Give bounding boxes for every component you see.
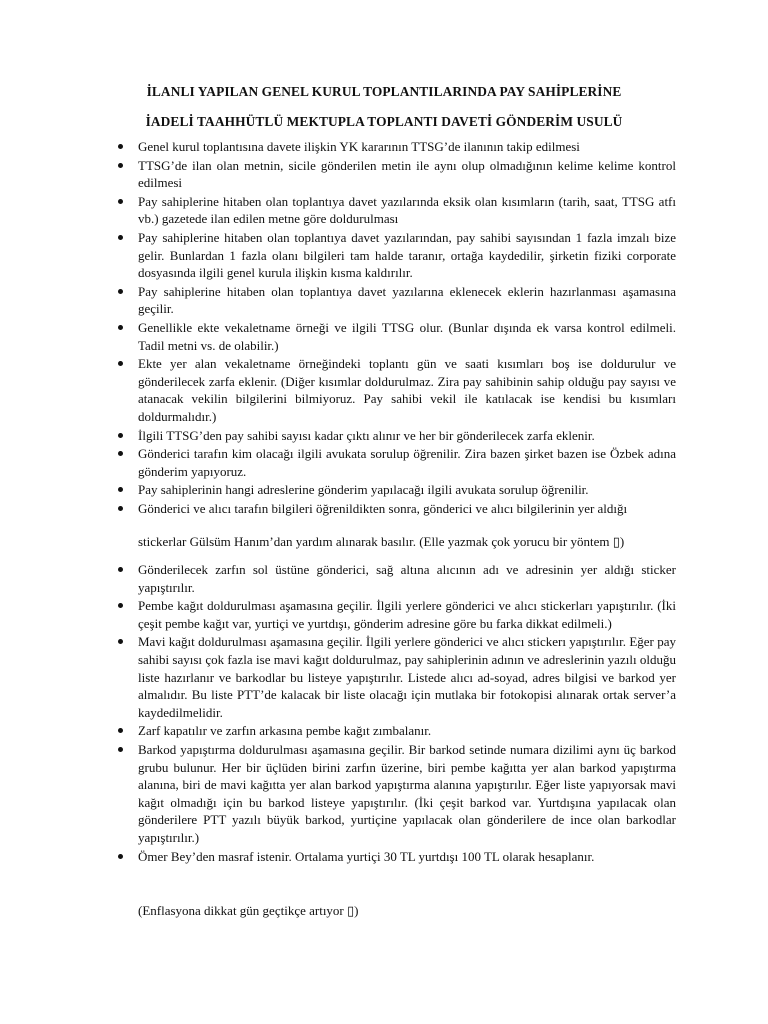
list-item: Barkod yapıştırma doldurulması aşamasına geçilir. Bir barkod setinde numara dizilimi aynı üç barkod grubu bulunur. Her bir üçlüden birini zarfın üzerine, biri pembe kağıtta yer alan barkod yapıştırma alanına, biri de mavi kağıtta yer alan barkod yapıştırma alanına yapıştırılır. Eğer liste yapıyorsak mavi kağıt olmadığı için bu barkod listeye yapıştırılır. (İki çeşit barkod var. Yurtdışına yapılacak olan gönderilere PTT yazılı büyük barkod, yurtiçine yapılacak olan gönderilere de ince olan barkodlar yapıştırılır.) — [138, 741, 676, 845]
list-item: TTSG’de ilan olan metnin, sicile gönderilen metin ile aynı olup olmadığının kelime kelime kontrol edilmesi — [138, 157, 676, 191]
list-item: Pay sahiplerinin hangi adreslerine gönderim yapılacağı ilgili avukata sorulup öğrenilir. — [138, 481, 676, 499]
list-item: Mavi kağıt doldurulması aşamasına geçilir. İlgili yerlere gönderici ve alıcı stickerı yapıştırılır. Eğer pay sahibi sayısı çok fazla ise mavi kağıt doldurulmaz, pay sahiplerinin adının ve adreslerinin yazılı olduğu liste hazırlanır ve barkodlar bu listeye yapıştırılır. Listede alıcı ad-soyad, adres bilgisi ve barkod yer almalıdır. Bu liste PTT’de kalacak bir liste olacağı için mutlaka bir fotokopisi alınarak ortak server’a kaydedilmelidir. — [138, 634, 676, 720]
list-item: Ekte yer alan vekaletname örneğindeki toplantı gün ve saati kısımları boş ise doldurulur ve gönderilecek zarfa eklenir. (Diğer kısımlar doldurulmaz. Zira pay sahibinin sahip olduğu pay sayısı ve atanacak vekilin bilgilerini bilmiyoruz. Pay sahibi vekil ile katılacak ise kendisi bu kısımları doldurmalıdır.) — [138, 356, 676, 424]
list-item: Gönderici tarafın kim olacağı ilgili avukata sorulup öğrenilir. Zira bazen şirket bazen ise Özbek adına gönderim yapıyoruz. — [138, 446, 676, 479]
list-item: İlgili TTSG’den pay sahibi sayısı kadar çıktı alınır ve her bir gönderilecek zarfa eklenir. — [138, 427, 676, 445]
list-item: Genellikle ekte vekaletname örneği ve ilgili TTSG olur. (Bunlar dışında ek varsa kontrol edilmeli. Tadil metni vs. de olabilir.) — [138, 319, 676, 353]
list-item: Pay sahiplerine hitaben olan toplantıya davet yazılarından, pay sahibi sayısından 1 fazla imzalı bize gelir. Bunlardan 1 fazla olanı bilgileri tam halde taranır, ortağa kaydedilir, şirketin fiziki corporate dosyasında ilgili genel kurula ilişkin kısma kaldırılır. — [138, 229, 676, 281]
list-item: Gönderici ve alıcı tarafın bilgileri öğrenildikten sonra, gönderici ve alıcı bilgilerinin yer aldığı — [138, 500, 676, 518]
list-item: Gönderilecek zarfın sol üstüne gönderici, sağ altına alıcının adı ve adresinin yer aldığı sticker yapıştırılır. — [138, 562, 676, 595]
list-item: Ömer Bey’den masraf istenir. Ortalama yurtiçi 30 TL yurtdışı 100 TL olarak hesaplanır. — [138, 848, 676, 866]
list-continuation-text-1: stickerlar Gülsüm Hanım’dan yardım alınarak basılır. (Elle yazmak çok yorucu bir yöntem ▯) — [138, 534, 625, 549]
list-item: Pay sahiplerine hitaben olan toplantıya davet yazılarına eklenecek eklerin hazırlanması aşamasına geçilir. — [138, 283, 676, 317]
document-title-line-2: İADELİ TAAHHÜTLÜ MEKTUPLA TOPLANTI DAVETİ GÖNDERİM USULÜ — [145, 114, 623, 129]
list-item: Zarf kapatılır ve zarfın arkasına pembe kağıt zımbalanır. — [138, 722, 676, 740]
procedure-list-part-2 — [138, 561, 676, 866]
list-continuation-text-2: (Enflasyona dikkat gün geçtikçe artıyor ▯) — [138, 903, 359, 918]
procedure-list-part-1 — [138, 138, 676, 518]
list-item: Genel kurul toplantısına davete ilişkin YK kararının TTSG’de ilanının takip edilmesi — [138, 138, 676, 156]
list-item: Pay sahiplerine hitaben olan toplantıya davet yazılarında eksik olan kısımların (tarih, saat, TTSG atfı vb.) gazetede ilan edilen metne göre doldurulması — [138, 193, 676, 227]
list-item: Pembe kağıt doldurulması aşamasına geçilir. İlgili yerlere gönderici ve alıcı stickerları yapıştırılır. (İki çeşit pembe kağıt var, yurtiçi ve yurtdışı, gönderim adresine göre bu farka dikkat edilmeli.) — [138, 598, 676, 631]
document-title-line-1: İLANLI YAPILAN GENEL KURUL TOPLANTILARINDA PAY SAHİPLERİNE — [146, 84, 622, 99]
